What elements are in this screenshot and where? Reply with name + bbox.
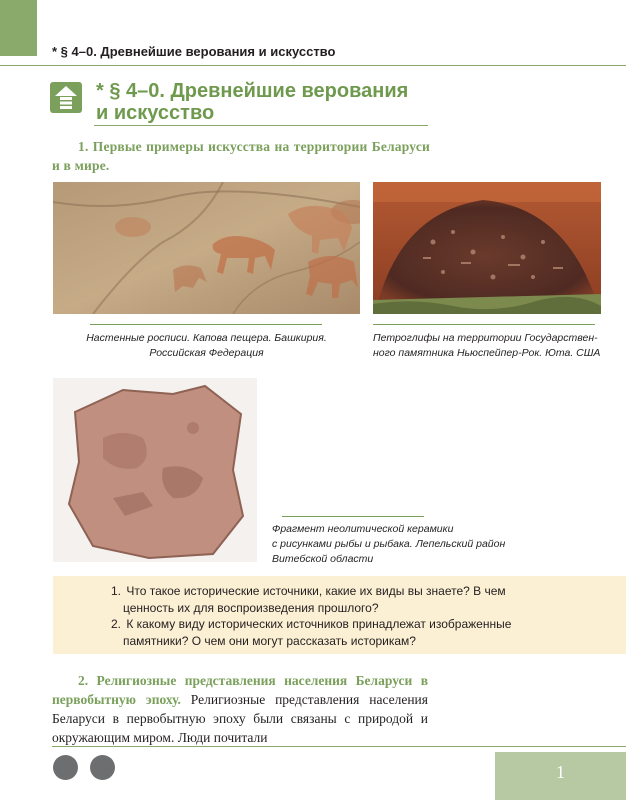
lesson-title-line-2: и искусство: [96, 102, 215, 124]
review-questions-list: [111, 583, 543, 649]
caption-line: Фрагмент неолитической керамики: [272, 523, 454, 535]
caption-line: Настенные росписи. Капова пещера. Башкирия.: [86, 332, 327, 344]
home-arrow-icon[interactable]: [50, 82, 82, 113]
section-1-heading: 1. Первые примеры искусства на территории Беларуси и в мире.: [52, 139, 430, 173]
question-number: 1.: [111, 584, 122, 598]
footer-divider: [52, 746, 626, 747]
question-text-continued: ценность их для воспроизведения прошлого?: [123, 600, 379, 615]
cave-painting-photo: [53, 182, 360, 314]
caption-divider: [373, 324, 595, 325]
next-page-button[interactable]: [90, 755, 115, 780]
running-header: * § 4–0. Древнейшие верования и искусство: [52, 44, 336, 59]
review-questions-box: [53, 576, 626, 654]
caption-divider: [90, 324, 322, 325]
caption-line: Витебской области: [272, 553, 374, 565]
caption-line: Российская Федерация: [149, 347, 264, 359]
title-divider: [94, 125, 428, 126]
caption-line: ного памятника Ньюспейпер-Рок. Юта. США: [373, 347, 601, 359]
petroglyph-caption: [373, 331, 613, 361]
cave-painting-caption: [53, 331, 360, 361]
corner-tab: [0, 0, 37, 56]
caption-line: с рисунками рыбы и рыбака. Лепельский район: [272, 538, 506, 550]
question-text-continued: памятники? О чем они могут рассказать историкам?: [123, 633, 416, 648]
neolithic-ceramic-fragment-photo: [53, 378, 257, 562]
question-text: Что такое исторические источники, какие их виды вы знаете? В чем: [126, 584, 506, 598]
ceramic-fragment-caption: [272, 522, 532, 567]
header-divider: [0, 65, 626, 66]
prev-page-button[interactable]: [53, 755, 78, 780]
page-number-box: [495, 752, 626, 800]
question-item: [111, 583, 543, 616]
question-item: [111, 616, 543, 649]
petroglyph-rock-photo: [373, 182, 601, 314]
lesson-title: [96, 80, 408, 124]
page-number: 1: [556, 762, 565, 782]
caption-divider: [282, 516, 424, 517]
question-text: К какому виду исторических источников принадлежат изображенные: [126, 617, 512, 631]
question-number: 2.: [111, 617, 122, 631]
section-2-heading: 2. Религиозные представления населения Беларуси в первобытную эпоху.: [52, 673, 428, 707]
lesson-title-line-1: * § 4–0. Древнейшие верования: [96, 80, 409, 102]
section-2-paragraph: [52, 671, 428, 747]
section-2-body: Религиозные представления населения Беларуси в первобытную эпоху были связаны с природой и окружающим миром. Люди почитали: [52, 692, 428, 745]
caption-line: Петроглифы на территории Государствен-: [373, 332, 598, 344]
